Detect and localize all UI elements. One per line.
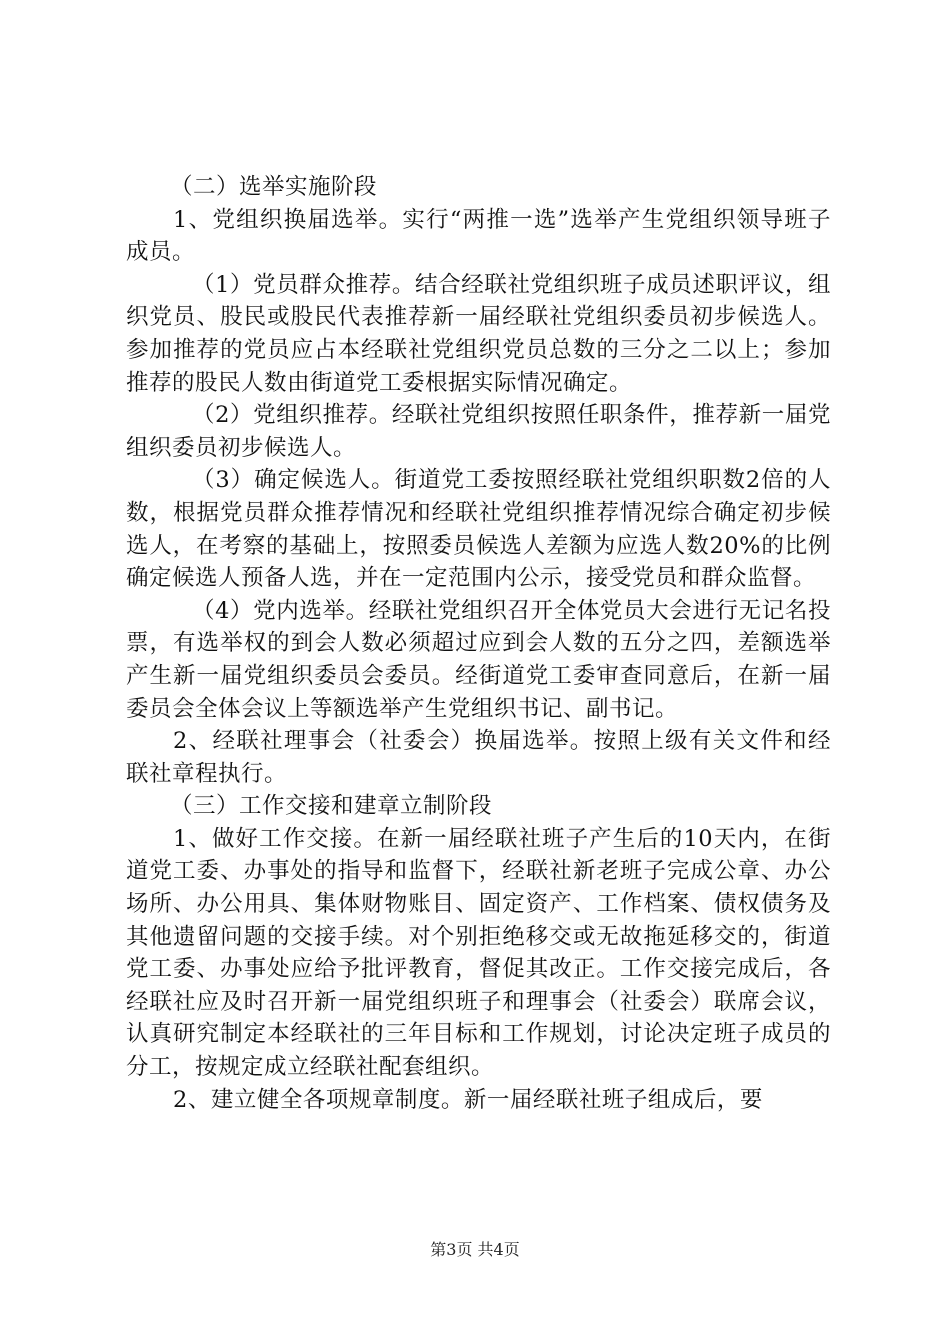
document-body <box>126 171 831 1116</box>
paragraph-council-election: 2、经联社理事会（社委会）换届选举。按照上级有关文件和经联社章程执行。 <box>126 728 831 787</box>
paragraph-organization-recommendation: （2）党组织推荐。经联社党组织按照任职条件，推荐新一届党组织委员初步候选人。 <box>126 402 831 461</box>
section-heading-election: （二）选举实施阶段 <box>170 174 378 200</box>
paragraph-rules-establishment: 2、建立健全各项规章制度。新一届经联社班子组成后，要 <box>173 1086 763 1113</box>
paragraph-confirm-candidates: （3）确定候选人。街道党工委按照经联社党组织职数2倍的人数，根据党员群众推荐情况和经联社党组织推荐情况综合确定初步候选人，在考察的基础上，按照委员候选人差额为应选人数20%的比例确定候选人预备人选，并在一定范围内公示，接受党员和群众监督。 <box>126 467 831 592</box>
section-heading-handover: （三）工作交接和建章立制阶段 <box>170 793 493 820</box>
page-number-footer: 第3页 共4页 <box>430 1240 520 1259</box>
paragraph-party-election: 1、党组织换届选举。实行“两推一选”选举产生党组织领导班子成员。 <box>126 206 831 266</box>
paragraph-internal-election: （4）党内选举。经联社党组织召开全体党员大会进行无记名投票，有选举权的到会人数必须超过应到会人数的五分之四，差额选举产生新一届党组织委员会委员。经街道党工委审查同意后，在新一届委员会全体会议上等额选举产生党组织书记、副书记。 <box>126 597 831 722</box>
paragraph-work-handover: 1、做好工作交接。在新一届经联社班子产生后的10天内，在街道党工委、办事处的指导和监督下，经联社新老班子完成公章、办公场所、办公用具、集体财物账目、固定资产、工作档案、债权债务及其他遗留问题的交接手续。对个别拒绝移交或无故拖延移交的，街道党工委、办事处应给予批评教育，督促其改正。工作交接完成后，各经联社应及时召开新一届党组织班子和理事会（社委会）联席会议，认真研究制定本经联社的三年目标和工作规划，讨论决定班子成员的分工，按规定成立经联社配套组织。 <box>126 825 831 1081</box>
paragraph-member-recommendation: （1）党员群众推荐。结合经联社党组织班子成员述职评议，组织党员、股民或股民代表推荐新一届经联社党组织委员初步候选人。参加推荐的党员应占本经联社党组织党员总数的三分之二以上；参加推荐的股民人数由街道党工委根据实际情况确定。 <box>126 271 831 396</box>
